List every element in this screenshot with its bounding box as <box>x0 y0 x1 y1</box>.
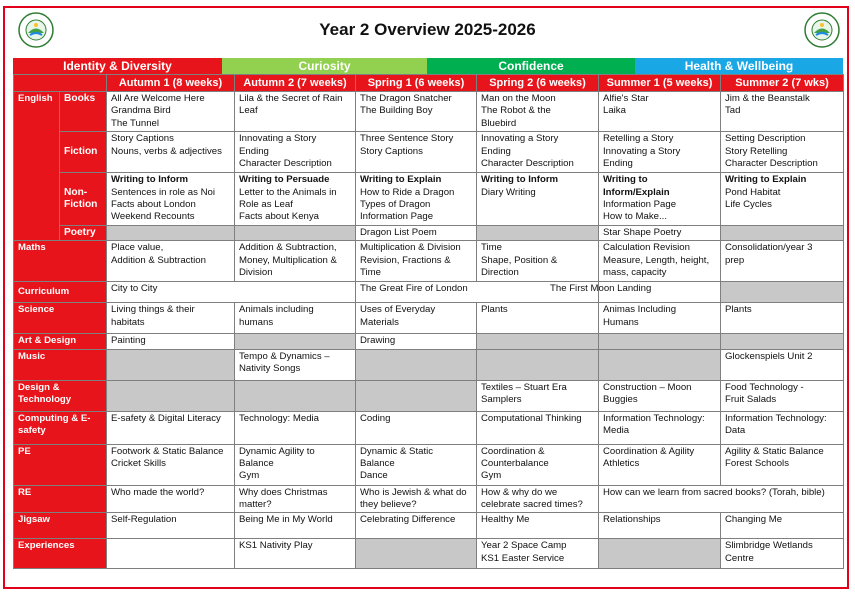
subject-english: English <box>14 92 60 241</box>
science-cell: Living things & their habitats <box>107 303 235 334</box>
nonfiction-cell: Writing to Inform Sentences in role as Noi Facts about London Weekend Recounts <box>107 173 235 226</box>
jigsaw-cell: Changing Me <box>721 513 844 539</box>
science-cell: Animals including humans <box>235 303 356 334</box>
empty-cell <box>356 539 477 569</box>
re-cell: How & why do we celebrate sacred times? <box>477 485 599 513</box>
science-cell: Animas Including Humans <box>599 303 721 334</box>
subject-experiences: Experiences <box>14 539 107 569</box>
term-header: Spring 1 (6 weeks) <box>356 75 477 92</box>
empty-cell <box>107 349 235 380</box>
science-cell: Uses of Everyday Materials <box>356 303 477 334</box>
jigsaw-cell: Being Me in My World <box>235 513 356 539</box>
books-cell: Jim & the Beanstalk Tad <box>721 92 844 132</box>
term-header: Summer 2 (7 wks) <box>721 75 844 92</box>
experiences-cell: Year 2 Space Camp KS1 Easter Service <box>477 539 599 569</box>
computing-cell: Information Technology: Media <box>599 411 721 444</box>
strand-books: Books <box>60 92 107 132</box>
fiction-cell: Story Captions Nouns, verbs & adjectives <box>107 132 235 173</box>
strand-nonfiction: Non-Fiction <box>60 173 107 226</box>
pe-cell: Coordination & Counterbalance Gym <box>477 444 599 485</box>
fiction-cell: Innovating a Story Ending Character Description <box>477 132 599 173</box>
books-cell: All Are Welcome Here Grandma Bird The Tunnel <box>107 92 235 132</box>
empty-cell <box>477 349 599 380</box>
pe-cell: Coordination & Agility Athletics <box>599 444 721 485</box>
maths-cell: Place value, Addition & Subtraction <box>107 241 235 282</box>
books-row <box>14 92 844 132</box>
empty-cell <box>599 349 721 380</box>
pe-cell: Footwork & Static Balance Cricket Skills <box>107 444 235 485</box>
nonfiction-cell: Writing to Persuade Letter to the Animals in Role as Leaf Facts about Kenya <box>235 173 356 226</box>
music-row <box>14 349 844 380</box>
subject-re: RE <box>14 485 107 513</box>
dt-cell: Textiles – Stuart Era Samplers <box>477 380 599 411</box>
dt-row <box>14 380 844 411</box>
subject-curriculum: Curriculum <box>14 282 107 303</box>
curriculum-spring: The Great Fire of London <box>356 282 599 303</box>
computing-cell: Computational Thinking <box>477 411 599 444</box>
empty-cell <box>235 334 356 349</box>
strand-poetry: Poetry <box>60 225 107 240</box>
maths-cell: Time Shape, Position & Direction <box>477 241 599 282</box>
empty-cell <box>477 334 599 349</box>
books-cell: The Dragon Snatcher The Building Boy <box>356 92 477 132</box>
maths-cell: Multiplication & Division Revision, Fractions & Time <box>356 241 477 282</box>
nonfiction-row <box>14 173 844 226</box>
theme-confidence: Confidence <box>427 58 635 74</box>
empty-cell <box>356 380 477 411</box>
empty-cell <box>477 225 599 240</box>
overview-table <box>13 74 844 569</box>
fiction-cell: Retelling a Story Innovating a Story Ending <box>599 132 721 173</box>
pe-cell: Dynamic Agility to Balance Gym <box>235 444 356 485</box>
pe-cell: Agility & Static Balance Forest Schools <box>721 444 844 485</box>
maths-cell: Calculation Revision Measure, Length, height, mass, capacity <box>599 241 721 282</box>
music-cell: Tempo & Dynamics – Nativity Songs <box>235 349 356 380</box>
subject-music: Music <box>14 349 107 380</box>
re-row <box>14 485 844 513</box>
pe-row <box>14 444 844 485</box>
pe-cell: Dynamic & Static Balance Dance <box>356 444 477 485</box>
empty-cell <box>235 225 356 240</box>
books-cell: Lila & the Secret of Rain Leaf <box>235 92 356 132</box>
maths-cell: Consolidation/year 3 prep <box>721 241 844 282</box>
dt-cell: Construction – Moon Buggies <box>599 380 721 411</box>
re-cell-summer: How can we learn from sacred books? (Torah, bible) <box>599 485 844 513</box>
strand-fiction: Fiction <box>60 132 107 173</box>
poetry-row <box>14 225 844 240</box>
art-cell: Drawing <box>356 334 477 349</box>
jigsaw-cell: Self-Regulation <box>107 513 235 539</box>
term-header: Autumn 2 (7 weeks) <box>235 75 356 92</box>
experiences-cell: Slimbridge Wetlands Centre <box>721 539 844 569</box>
theme-bar <box>13 58 843 74</box>
empty-cell <box>356 349 477 380</box>
subject-science: Science <box>14 303 107 334</box>
theme-health-wellbeing: Health & Wellbeing <box>635 58 843 74</box>
fiction-cell: Three Sentence Story Story Captions <box>356 132 477 173</box>
maths-cell: Addition & Subtraction, Money, Multiplication & Division <box>235 241 356 282</box>
nonfiction-cell: Writing to Explain Pond Habitat Life Cycles <box>721 173 844 226</box>
curriculum-row <box>14 282 844 303</box>
nonfiction-cell: Writing to Inform/Explain Information Page How to Make... <box>599 173 721 226</box>
computing-cell: Technology: Media <box>235 411 356 444</box>
empty-cell <box>721 225 844 240</box>
term-header-row <box>14 75 844 92</box>
fiction-row <box>14 132 844 173</box>
curriculum-moon: The First Moon Landing <box>599 282 721 303</box>
art-cell: Painting <box>107 334 235 349</box>
poetry-cell: Star Shape Poetry <box>599 225 721 240</box>
jigsaw-cell: Celebrating Difference <box>356 513 477 539</box>
nonfiction-cell: Writing to Inform Diary Writing <box>477 173 599 226</box>
maths-row <box>14 241 844 282</box>
art-row <box>14 334 844 349</box>
empty-cell <box>107 225 235 240</box>
term-header: Autumn 1 (8 weeks) <box>107 75 235 92</box>
jigsaw-row <box>14 513 844 539</box>
empty-cell <box>107 380 235 411</box>
fiction-cell: Setting Description Story Retelling Character Description <box>721 132 844 173</box>
computing-row <box>14 411 844 444</box>
music-cell: Glockenspiels Unit 2 <box>721 349 844 380</box>
theme-curiosity: Curiosity <box>222 58 427 74</box>
empty-cell <box>599 539 721 569</box>
science-row <box>14 303 844 334</box>
experiences-cell <box>107 539 235 569</box>
corner-cell <box>14 75 107 92</box>
curriculum-autumn: City to City <box>107 282 356 303</box>
subject-computing: Computing & E-safety <box>14 411 107 444</box>
nonfiction-cell: Writing to Explain How to Ride a Dragon Types of Dragon Information Page <box>356 173 477 226</box>
jigsaw-cell: Relationships <box>599 513 721 539</box>
experiences-row <box>14 539 844 569</box>
re-cell: Why does Christmas matter? <box>235 485 356 513</box>
term-header: Summer 1 (5 weeks) <box>599 75 721 92</box>
empty-cell <box>235 380 356 411</box>
books-cell: Alfie's Star Laika <box>599 92 721 132</box>
subject-pe: PE <box>14 444 107 485</box>
subject-design-technology: Design & Technology <box>14 380 107 411</box>
books-cell: Man on the Moon The Robot & the Bluebird <box>477 92 599 132</box>
fiction-cell: Innovating a Story Ending Character Description <box>235 132 356 173</box>
science-cell: Plants <box>477 303 599 334</box>
empty-cell <box>721 334 844 349</box>
term-header: Spring 2 (6 weeks) <box>477 75 599 92</box>
empty-cell <box>599 334 721 349</box>
computing-cell: Information Technology: Data <box>721 411 844 444</box>
subject-maths: Maths <box>14 241 107 282</box>
dt-cell: Food Technology - Fruit Salads <box>721 380 844 411</box>
theme-identity-diversity: Identity & Diversity <box>13 58 222 74</box>
re-cell: Who made the world? <box>107 485 235 513</box>
jigsaw-cell: Healthy Me <box>477 513 599 539</box>
computing-cell: Coding <box>356 411 477 444</box>
poetry-cell: Dragon List Poem <box>356 225 477 240</box>
re-cell: Who is Jewish & what do they believe? <box>356 485 477 513</box>
experiences-cell: KS1 Nativity Play <box>235 539 356 569</box>
computing-cell: E-safety & Digital Literacy <box>107 411 235 444</box>
subject-art-design: Art & Design <box>14 334 107 349</box>
empty-cell <box>721 282 844 303</box>
subject-jigsaw: Jigsaw <box>14 513 107 539</box>
science-cell: Plants <box>721 303 844 334</box>
page-title: Year 2 Overview 2025-2026 <box>319 20 536 39</box>
